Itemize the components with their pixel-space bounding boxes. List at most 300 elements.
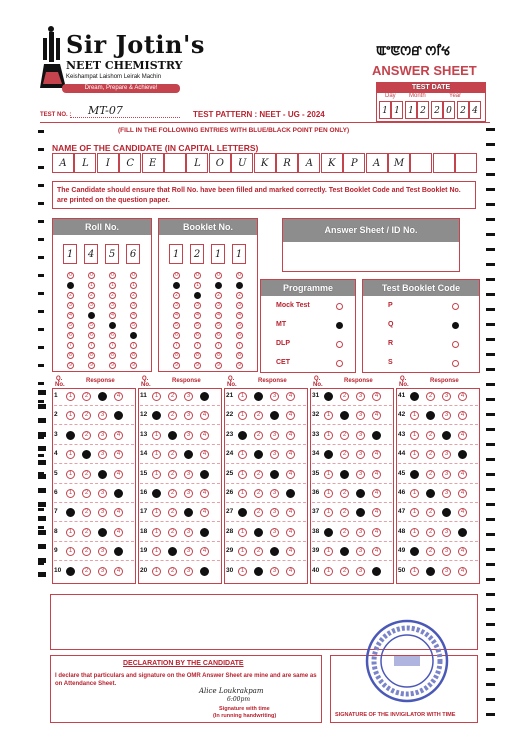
answer-bubble[interactable]: 3 [270,431,279,440]
booklet-bubble[interactable]: 6 [215,332,222,339]
booklet-digit-cell[interactable]: 1 [169,244,183,264]
name-letter-cell[interactable]: K [254,153,276,173]
roll-bubble[interactable]: 0 [130,272,137,279]
answer-bubble[interactable]: 1 [152,470,161,479]
roll-bubble[interactable] [109,322,116,329]
answer-bubble[interactable]: 3 [184,411,193,420]
roll-bubble[interactable]: 3 [109,302,116,309]
roll-bubble[interactable]: 0 [67,272,74,279]
answer-bubble[interactable]: 2 [168,489,177,498]
answer-bubble[interactable]: 1 [152,508,161,517]
answer-bubble[interactable]: 4 [286,411,295,420]
booklet-bubble[interactable]: 8 [194,352,201,359]
booklet-bubble[interactable] [173,282,180,289]
answer-bubble[interactable]: 4 [458,411,467,420]
answer-bubble[interactable] [372,431,381,440]
answer-bubble[interactable] [98,470,107,479]
answer-bubble[interactable]: 4 [286,392,295,401]
answer-bubble[interactable]: 2 [340,489,349,498]
answer-bubble[interactable]: 1 [152,547,161,556]
answer-bubble[interactable]: 1 [152,528,161,537]
booklet-bubble[interactable]: 8 [215,352,222,359]
roll-bubble[interactable]: 3 [67,302,74,309]
answer-bubble[interactable]: 2 [340,392,349,401]
name-letter-cell[interactable]: A [52,153,74,173]
answer-bubble[interactable]: 1 [238,392,247,401]
answer-bubble[interactable]: 4 [458,547,467,556]
answer-bubble[interactable]: 2 [426,547,435,556]
answer-bubble[interactable]: 2 [426,392,435,401]
answer-bubble[interactable]: 2 [254,470,263,479]
answer-bubble[interactable]: 2 [254,431,263,440]
answer-bubble[interactable]: 3 [98,411,107,420]
roll-bubble[interactable]: 5 [130,322,137,329]
name-letter-cell[interactable]: A [366,153,388,173]
booklet-bubble[interactable]: 4 [173,312,180,319]
answer-bubble[interactable]: 1 [66,450,75,459]
answer-bubble[interactable]: 1 [66,528,75,537]
booklet-bubble[interactable]: 1 [194,282,201,289]
roll-bubble[interactable]: 8 [67,352,74,359]
answer-bubble[interactable]: 4 [372,392,381,401]
answer-bubble[interactable]: 2 [168,528,177,537]
answer-bubble[interactable] [324,392,333,401]
roll-bubble[interactable]: 2 [109,292,116,299]
answer-bubble[interactable]: 1 [152,567,161,576]
roll-bubble[interactable]: 0 [88,272,95,279]
roll-bubble[interactable]: 9 [130,362,137,369]
answer-bubble[interactable] [200,392,209,401]
answer-bubble[interactable] [270,470,279,479]
answer-bubble[interactable]: 1 [324,489,333,498]
name-letter-cell[interactable]: O [209,153,231,173]
date-digit-cell[interactable]: 1 [391,101,403,119]
answer-bubble[interactable]: 1 [410,489,419,498]
answer-bubble[interactable]: 4 [372,411,381,420]
answer-bubble[interactable]: 2 [82,411,91,420]
answer-bubble[interactable]: 1 [66,470,75,479]
answer-bubble[interactable] [200,470,209,479]
roll-bubble[interactable]: 9 [109,362,116,369]
name-letter-cell[interactable]: K [321,153,343,173]
booklet-bubble[interactable] [236,282,243,289]
answer-bubble[interactable]: 2 [426,528,435,537]
booklet-bubble[interactable]: 4 [236,312,243,319]
answer-bubble[interactable]: 1 [410,508,419,517]
answer-bubble[interactable]: 3 [270,450,279,459]
date-digit-cell[interactable]: 1 [379,101,391,119]
booklet-bubble[interactable]: 5 [173,322,180,329]
answer-bubble[interactable]: 2 [426,450,435,459]
answer-bubble[interactable]: 3 [98,450,107,459]
answer-bubble[interactable]: 3 [98,567,107,576]
answer-bubble[interactable]: 4 [200,508,209,517]
answer-bubble[interactable] [238,431,247,440]
answer-bubble[interactable] [66,431,75,440]
answer-bubble[interactable]: 1 [238,450,247,459]
booklet-bubble[interactable]: 8 [236,352,243,359]
answer-bubble[interactable]: 1 [324,470,333,479]
answer-bubble[interactable]: 3 [442,567,451,576]
roll-bubble[interactable]: 2 [88,292,95,299]
answer-bubble[interactable]: 1 [324,547,333,556]
answer-bubble[interactable]: 1 [410,567,419,576]
booklet-bubble[interactable]: 0 [236,272,243,279]
date-digit-cell[interactable]: 0 [443,101,455,119]
answer-bubble[interactable]: 3 [184,547,193,556]
answer-bubble[interactable]: 3 [184,392,193,401]
answer-bubble[interactable]: 1 [152,450,161,459]
booklet-digit-cell[interactable]: 1 [232,244,246,264]
name-letter-cell[interactable]: C [119,153,141,173]
answer-bubble[interactable]: 4 [458,470,467,479]
booklet-code-bubble[interactable] [452,341,459,348]
answer-bubble[interactable] [98,392,107,401]
answer-bubble[interactable]: 4 [114,470,123,479]
answer-bubble[interactable]: 2 [340,431,349,440]
answer-bubble[interactable]: 4 [114,450,123,459]
booklet-bubble[interactable]: 3 [173,302,180,309]
booklet-bubble[interactable]: 7 [236,342,243,349]
answer-bubble[interactable]: 3 [98,547,107,556]
answer-bubble[interactable] [254,567,263,576]
roll-bubble[interactable] [130,332,137,339]
answer-bubble[interactable]: 3 [356,431,365,440]
answer-bubble[interactable]: 2 [168,567,177,576]
date-digit-cell[interactable]: 2 [457,101,469,119]
answer-bubble[interactable]: 3 [184,567,193,576]
answer-bubble[interactable]: 3 [356,411,365,420]
answer-bubble[interactable]: 1 [324,567,333,576]
answer-bubble[interactable]: 3 [442,450,451,459]
candidate-signature[interactable]: Alice Loukrakpam [199,687,264,695]
name-letter-cell[interactable]: L [74,153,96,173]
programme-bubble[interactable] [336,341,343,348]
answer-bubble[interactable]: 4 [286,528,295,537]
booklet-bubble[interactable]: 9 [194,362,201,369]
name-letter-cell[interactable]: E [142,153,164,173]
answer-bubble[interactable]: 1 [66,489,75,498]
answer-bubble[interactable]: 1 [324,508,333,517]
answer-bubble[interactable]: 2 [340,567,349,576]
roll-bubble[interactable]: 7 [109,342,116,349]
answer-bubble[interactable]: 4 [458,431,467,440]
name-letter-cell[interactable] [164,153,186,173]
answer-bubble[interactable] [66,567,75,576]
date-digit-cell[interactable]: 2 [431,101,443,119]
booklet-bubble[interactable] [194,292,201,299]
answer-bubble[interactable]: 3 [356,392,365,401]
roll-bubble[interactable]: 7 [67,342,74,349]
roll-bubble[interactable]: 4 [67,312,74,319]
booklet-code-bubble[interactable] [452,322,459,329]
name-letter-cell[interactable]: U [231,153,253,173]
answer-bubble[interactable]: 3 [270,392,279,401]
answer-bubble[interactable] [254,528,263,537]
answer-bubble[interactable]: 1 [324,411,333,420]
answer-bubble[interactable]: 3 [98,431,107,440]
roll-bubble[interactable]: 3 [130,302,137,309]
answer-bubble[interactable] [426,489,435,498]
roll-bubble[interactable]: 8 [109,352,116,359]
answer-bubble[interactable]: 3 [442,489,451,498]
answer-bubble[interactable] [286,489,295,498]
answer-bubble[interactable]: 3 [270,489,279,498]
booklet-digit-cell[interactable]: 1 [211,244,225,264]
answer-bubble[interactable]: 4 [114,392,123,401]
answer-bubble[interactable]: 4 [114,431,123,440]
booklet-bubble[interactable]: 7 [194,342,201,349]
answer-bubble[interactable]: 3 [356,450,365,459]
booklet-bubble[interactable]: 6 [194,332,201,339]
answer-bubble[interactable]: 2 [82,508,91,517]
answer-bubble[interactable]: 1 [152,392,161,401]
roll-bubble[interactable]: 4 [130,312,137,319]
answer-bubble[interactable]: 1 [324,431,333,440]
test-no-value[interactable]: MT-07 [88,104,123,117]
roll-bubble[interactable]: 2 [130,292,137,299]
answer-bubble[interactable]: 1 [152,431,161,440]
answer-bubble[interactable]: 3 [184,528,193,537]
answer-bubble[interactable]: 1 [66,392,75,401]
answer-bubble[interactable] [200,528,209,537]
programme-bubble[interactable] [336,303,343,310]
answer-bubble[interactable]: 4 [458,489,467,498]
answer-bubble[interactable]: 1 [410,411,419,420]
answer-bubble[interactable]: 4 [372,547,381,556]
answer-bubble[interactable]: 3 [184,489,193,498]
booklet-bubble[interactable]: 2 [236,292,243,299]
answer-bubble[interactable]: 3 [184,431,193,440]
answer-bubble[interactable] [458,528,467,537]
answer-bubble[interactable]: 4 [372,528,381,537]
answer-bubble[interactable]: 1 [238,567,247,576]
answer-bubble[interactable]: 2 [82,470,91,479]
answer-bubble[interactable] [114,489,123,498]
answer-bubble[interactable]: 2 [168,392,177,401]
name-letter-cell[interactable]: R [276,153,298,173]
answer-bubble[interactable]: 2 [426,470,435,479]
answer-bubble[interactable]: 2 [82,567,91,576]
booklet-bubble[interactable]: 9 [236,362,243,369]
answer-bubble[interactable]: 2 [82,547,91,556]
booklet-code-bubble[interactable] [452,303,459,310]
answer-bubble[interactable]: 1 [410,431,419,440]
name-letter-cell[interactable]: L [186,153,208,173]
name-letter-cell[interactable]: P [343,153,365,173]
answer-bubble[interactable]: 4 [372,450,381,459]
answer-bubble[interactable]: 2 [340,508,349,517]
answer-bubble[interactable]: 4 [114,508,123,517]
booklet-bubble[interactable]: 3 [215,302,222,309]
answer-bubble[interactable]: 4 [458,567,467,576]
roll-bubble[interactable]: 8 [88,352,95,359]
answer-bubble[interactable]: 3 [356,547,365,556]
answer-bubble[interactable] [410,392,419,401]
answer-bubble[interactable] [442,431,451,440]
answer-bubble[interactable]: 1 [66,547,75,556]
answer-bubble[interactable]: 3 [270,567,279,576]
answer-bubble[interactable]: 4 [372,470,381,479]
answer-bubble[interactable]: 1 [238,489,247,498]
answer-bubble[interactable]: 1 [238,470,247,479]
name-letter-cell[interactable] [410,153,432,173]
roll-bubble[interactable]: 7 [130,342,137,349]
answer-bubble[interactable]: 1 [238,411,247,420]
answer-bubble[interactable]: 3 [356,528,365,537]
roll-bubble[interactable]: 0 [109,272,116,279]
roll-bubble[interactable]: 2 [67,292,74,299]
answer-bubble[interactable]: 4 [200,431,209,440]
answer-bubble[interactable]: 1 [238,547,247,556]
answer-bubble[interactable]: 2 [254,489,263,498]
answer-bubble[interactable]: 4 [286,547,295,556]
roll-bubble[interactable]: 6 [88,332,95,339]
booklet-bubble[interactable]: 0 [215,272,222,279]
booklet-bubble[interactable]: 2 [173,292,180,299]
answer-bubble[interactable] [340,470,349,479]
answer-bubble[interactable] [200,567,209,576]
answer-bubble[interactable]: 4 [286,567,295,576]
answer-bubble[interactable]: 1 [410,528,419,537]
roll-bubble[interactable]: 1 [88,282,95,289]
answer-bubble[interactable]: 4 [200,547,209,556]
booklet-bubble[interactable]: 9 [173,362,180,369]
answer-bubble[interactable] [356,489,365,498]
roll-bubble[interactable]: 8 [130,352,137,359]
programme-bubble[interactable] [336,322,343,329]
booklet-bubble[interactable]: 0 [173,272,180,279]
roll-digit-cell[interactable]: 1 [63,244,77,264]
answer-bubble[interactable] [426,567,435,576]
answer-bubble[interactable]: 4 [286,470,295,479]
answer-bubble[interactable]: 2 [82,392,91,401]
answer-bubble[interactable] [324,528,333,537]
roll-bubble[interactable]: 1 [109,282,116,289]
roll-bubble[interactable]: 6 [67,332,74,339]
name-letter-cell[interactable]: I [97,153,119,173]
answer-bubble[interactable]: 3 [270,508,279,517]
programme-bubble[interactable] [336,360,343,367]
answer-bubble[interactable]: 4 [286,431,295,440]
answer-bubble[interactable]: 3 [270,528,279,537]
answer-bubble[interactable]: 2 [82,528,91,537]
booklet-digit-cell[interactable]: 2 [190,244,204,264]
answer-bubble[interactable]: 2 [168,450,177,459]
booklet-bubble[interactable]: 5 [236,322,243,329]
roll-digit-cell[interactable]: 4 [84,244,98,264]
booklet-bubble[interactable]: 5 [215,322,222,329]
answer-bubble[interactable]: 4 [200,450,209,459]
roll-bubble[interactable]: 1 [130,282,137,289]
booklet-bubble[interactable]: 6 [173,332,180,339]
answer-bubble[interactable]: 4 [200,489,209,498]
roll-bubble[interactable] [67,282,74,289]
answer-bubble[interactable]: 3 [442,470,451,479]
name-letter-cell[interactable] [433,153,455,173]
roll-bubble[interactable]: 5 [88,322,95,329]
answer-bubble[interactable]: 2 [82,489,91,498]
answer-bubble[interactable]: 3 [442,411,451,420]
name-letter-cell[interactable]: A [298,153,320,173]
answer-bubble[interactable] [254,392,263,401]
answer-bubble[interactable]: 2 [254,411,263,420]
answer-bubble[interactable]: 2 [254,547,263,556]
answer-bubble[interactable]: 2 [254,508,263,517]
answer-bubble[interactable]: 3 [442,528,451,537]
answer-bubble[interactable] [168,431,177,440]
booklet-bubble[interactable]: 0 [194,272,201,279]
answer-bubble[interactable]: 2 [340,450,349,459]
booklet-bubble[interactable]: 4 [215,312,222,319]
answer-bubble[interactable]: 3 [442,547,451,556]
answer-bubble[interactable]: 3 [98,489,107,498]
booklet-bubble[interactable] [215,282,222,289]
date-digit-cell[interactable]: 2 [417,101,429,119]
answer-bubble[interactable]: 2 [168,508,177,517]
answer-bubble[interactable]: 4 [200,411,209,420]
answer-bubble[interactable]: 2 [426,508,435,517]
answer-bubble[interactable]: 2 [426,431,435,440]
roll-bubble[interactable]: 3 [88,302,95,309]
answer-bubble[interactable]: 2 [168,411,177,420]
answer-bubble[interactable]: 4 [114,528,123,537]
answer-bubble[interactable] [98,528,107,537]
roll-bubble[interactable]: 4 [109,312,116,319]
roll-bubble[interactable]: 9 [88,362,95,369]
answer-bubble[interactable]: 4 [114,567,123,576]
answer-bubble[interactable]: 4 [458,392,467,401]
answer-bubble[interactable]: 2 [340,528,349,537]
answer-bubble[interactable]: 4 [372,489,381,498]
booklet-bubble[interactable]: 7 [215,342,222,349]
booklet-bubble[interactable]: 4 [194,312,201,319]
booklet-bubble[interactable]: 8 [173,352,180,359]
answer-bubble[interactable]: 2 [168,470,177,479]
booklet-bubble[interactable]: 2 [215,292,222,299]
answer-bubble[interactable]: 4 [372,508,381,517]
answer-bubble[interactable]: 1 [410,450,419,459]
answer-bubble[interactable] [372,567,381,576]
answer-bubble[interactable]: 1 [238,528,247,537]
answer-bubble[interactable]: 3 [356,470,365,479]
answer-bubble[interactable]: 4 [458,508,467,517]
answer-bubble[interactable] [152,489,161,498]
roll-bubble[interactable]: 7 [88,342,95,349]
booklet-bubble[interactable]: 9 [215,362,222,369]
name-letter-cell[interactable]: M [388,153,410,173]
roll-digit-cell[interactable]: 5 [105,244,119,264]
booklet-bubble[interactable]: 7 [173,342,180,349]
answer-bubble[interactable]: 4 [286,508,295,517]
roll-bubble[interactable]: 5 [67,322,74,329]
roll-bubble[interactable]: 6 [109,332,116,339]
name-letter-cell[interactable] [455,153,477,173]
answer-bubble[interactable]: 3 [442,392,451,401]
answer-bubble[interactable]: 2 [82,431,91,440]
roll-bubble[interactable]: 9 [67,362,74,369]
booklet-bubble[interactable]: 6 [236,332,243,339]
answer-bubble[interactable]: 4 [286,450,295,459]
answer-bubble[interactable] [410,470,419,479]
answer-bubble[interactable]: 3 [356,567,365,576]
booklet-bubble[interactable]: 3 [194,302,201,309]
booklet-code-bubble[interactable] [452,360,459,367]
roll-digit-cell[interactable]: 6 [126,244,140,264]
date-digit-cell[interactable]: 1 [405,101,417,119]
answer-bubble[interactable]: 3 [98,508,107,517]
answer-bubble[interactable]: 3 [184,470,193,479]
